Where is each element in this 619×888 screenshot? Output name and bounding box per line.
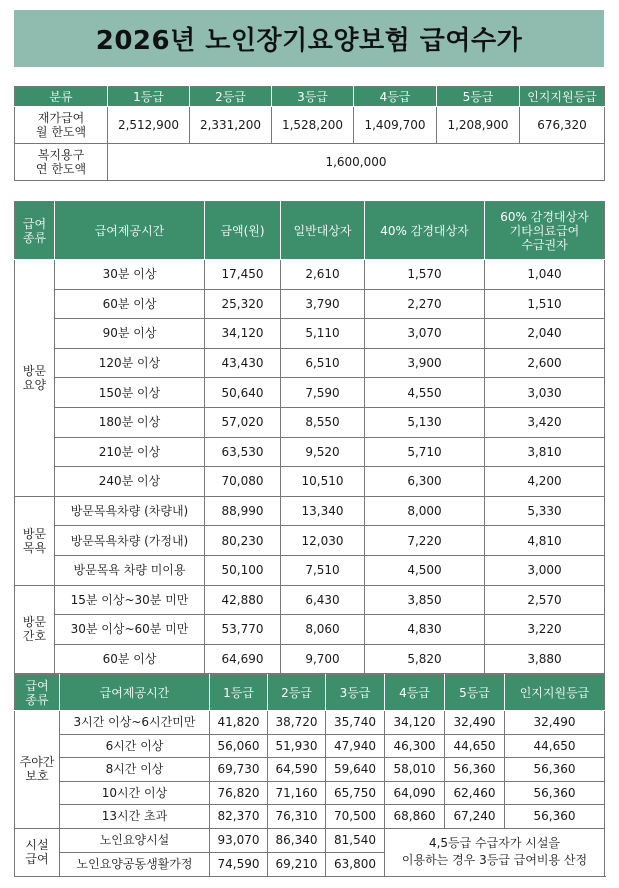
service-time-cell: 120분 이상 bbox=[55, 348, 205, 378]
service-time-cell: 방문목욕차량 (가정내) bbox=[55, 526, 205, 556]
home-limit-value: 2,331,200 bbox=[190, 107, 272, 144]
amount-cell: 56,360 bbox=[505, 805, 605, 829]
title-banner bbox=[14, 10, 604, 67]
grade-service-table bbox=[14, 674, 605, 877]
amount-cell: 4,810 bbox=[485, 526, 605, 556]
amount-cell: 10,510 bbox=[281, 467, 365, 497]
amount-cell: 1,570 bbox=[365, 260, 485, 290]
amount-cell: 2,600 bbox=[485, 348, 605, 378]
amount-cell: 82,370 bbox=[210, 805, 268, 829]
visit-row bbox=[15, 644, 605, 674]
visit-row bbox=[15, 615, 605, 645]
visit-header: 40% 감경대상자 bbox=[365, 202, 485, 260]
visit-header: 급여제공시간 bbox=[55, 202, 205, 260]
amount-cell: 64,090 bbox=[385, 781, 445, 805]
welfare-limit-label: 복지용구 연 한도액 bbox=[15, 144, 108, 181]
amount-cell: 59,640 bbox=[326, 758, 385, 782]
amount-cell: 3,880 bbox=[485, 644, 605, 674]
limits-header-row bbox=[15, 87, 605, 107]
amount-cell: 76,820 bbox=[210, 781, 268, 805]
amount-cell: 38,720 bbox=[268, 711, 326, 735]
amount-cell: 2,570 bbox=[485, 585, 605, 615]
limits-header: 3등급 bbox=[272, 87, 354, 107]
visit-header: 급여 종류 bbox=[15, 202, 55, 260]
service-time-cell: 90분 이상 bbox=[55, 319, 205, 349]
service-time-cell: 210분 이상 bbox=[55, 437, 205, 467]
grade-header: 5등급 bbox=[445, 675, 505, 711]
amount-cell: 2,040 bbox=[485, 319, 605, 349]
service-type-label: 주야간 보호 bbox=[15, 711, 60, 829]
visit-row bbox=[15, 585, 605, 615]
limits-table bbox=[14, 86, 605, 181]
amount-cell: 80,230 bbox=[205, 526, 281, 556]
home-limit-value: 1,528,200 bbox=[272, 107, 354, 144]
amount-cell: 5,820 bbox=[365, 644, 485, 674]
amount-cell: 5,110 bbox=[281, 319, 365, 349]
visit-row bbox=[15, 555, 605, 585]
amount-cell: 3,420 bbox=[485, 407, 605, 437]
amount-cell: 35,740 bbox=[326, 711, 385, 735]
amount-cell: 81,540 bbox=[326, 828, 385, 852]
home-limit-value: 676,320 bbox=[520, 107, 605, 144]
grade-header: 2등급 bbox=[268, 675, 326, 711]
home-limit-label: 재가급여 월 한도액 bbox=[15, 107, 108, 144]
amount-cell: 57,020 bbox=[205, 407, 281, 437]
service-time-cell: 8시간 이상 bbox=[60, 758, 210, 782]
service-time-cell: 240분 이상 bbox=[55, 467, 205, 497]
amount-cell: 70,080 bbox=[205, 467, 281, 497]
amount-cell: 8,550 bbox=[281, 407, 365, 437]
visit-row bbox=[15, 378, 605, 408]
amount-cell: 56,360 bbox=[505, 781, 605, 805]
amount-cell: 4,830 bbox=[365, 615, 485, 645]
daynight-row bbox=[15, 781, 605, 805]
amount-cell: 51,930 bbox=[268, 734, 326, 758]
amount-cell: 56,060 bbox=[210, 734, 268, 758]
amount-cell: 3,790 bbox=[281, 289, 365, 319]
amount-cell: 8,000 bbox=[365, 496, 485, 526]
amount-cell: 32,490 bbox=[445, 711, 505, 735]
home-limit-value: 1,409,700 bbox=[354, 107, 437, 144]
service-time-cell: 방문목욕 차량 미이용 bbox=[55, 555, 205, 585]
service-time-cell: 150분 이상 bbox=[55, 378, 205, 408]
service-time-cell: 10시간 이상 bbox=[60, 781, 210, 805]
amount-cell: 12,030 bbox=[281, 526, 365, 556]
daynight-row bbox=[15, 711, 605, 735]
amount-cell: 4,550 bbox=[365, 378, 485, 408]
service-time-cell: 180분 이상 bbox=[55, 407, 205, 437]
amount-cell: 5,330 bbox=[485, 496, 605, 526]
amount-cell: 69,210 bbox=[268, 852, 326, 876]
amount-cell: 3,810 bbox=[485, 437, 605, 467]
amount-cell: 3,000 bbox=[485, 555, 605, 585]
limits-header: 1등급 bbox=[108, 87, 190, 107]
amount-cell: 7,510 bbox=[281, 555, 365, 585]
amount-cell: 50,100 bbox=[205, 555, 281, 585]
visit-row bbox=[15, 437, 605, 467]
amount-cell: 64,590 bbox=[268, 758, 326, 782]
visit-header-row bbox=[15, 202, 605, 260]
amount-cell: 50,640 bbox=[205, 378, 281, 408]
amount-cell: 13,340 bbox=[281, 496, 365, 526]
amount-cell: 76,310 bbox=[268, 805, 326, 829]
amount-cell: 6,510 bbox=[281, 348, 365, 378]
amount-cell: 93,070 bbox=[210, 828, 268, 852]
amount-cell: 3,070 bbox=[365, 319, 485, 349]
amount-cell: 3,850 bbox=[365, 585, 485, 615]
visit-row bbox=[15, 319, 605, 349]
amount-cell: 9,700 bbox=[281, 644, 365, 674]
amount-cell: 56,360 bbox=[445, 758, 505, 782]
amount-cell: 56,360 bbox=[505, 758, 605, 782]
amount-cell: 47,940 bbox=[326, 734, 385, 758]
service-time-cell: 30분 이상~60분 미만 bbox=[55, 615, 205, 645]
amount-cell: 53,770 bbox=[205, 615, 281, 645]
amount-cell: 42,880 bbox=[205, 585, 281, 615]
amount-cell: 25,320 bbox=[205, 289, 281, 319]
service-type-label: 방문 간호 bbox=[15, 585, 55, 674]
service-time-cell: 3시간 이상~6시간미만 bbox=[60, 711, 210, 735]
grade-header-row bbox=[15, 675, 605, 711]
welfare-limit-value: 1,600,000 bbox=[108, 144, 605, 181]
amount-cell: 2,610 bbox=[281, 260, 365, 290]
service-time-cell: 60분 이상 bbox=[55, 289, 205, 319]
amount-cell: 71,160 bbox=[268, 781, 326, 805]
home-limit-value: 2,512,900 bbox=[108, 107, 190, 144]
service-type-label: 방문 목욕 bbox=[15, 496, 55, 585]
amount-cell: 1,510 bbox=[485, 289, 605, 319]
amount-cell: 64,690 bbox=[205, 644, 281, 674]
visit-header: 60% 감경대상자 기타의료급여 수급권자 bbox=[485, 202, 605, 260]
page-title: 2026년 노인장기요양보험 급여수가 bbox=[95, 26, 523, 56]
amount-cell: 69,730 bbox=[210, 758, 268, 782]
amount-cell: 17,450 bbox=[205, 260, 281, 290]
service-time-cell: 60분 이상 bbox=[55, 644, 205, 674]
amount-cell: 62,460 bbox=[445, 781, 505, 805]
amount-cell: 1,040 bbox=[485, 260, 605, 290]
visit-row bbox=[15, 467, 605, 497]
amount-cell: 68,860 bbox=[385, 805, 445, 829]
visit-service-table bbox=[14, 201, 605, 674]
amount-cell: 41,820 bbox=[210, 711, 268, 735]
amount-cell: 4,200 bbox=[485, 467, 605, 497]
amount-cell: 6,430 bbox=[281, 585, 365, 615]
amount-cell: 43,430 bbox=[205, 348, 281, 378]
amount-cell: 5,130 bbox=[365, 407, 485, 437]
daynight-row bbox=[15, 758, 605, 782]
amount-cell: 7,590 bbox=[281, 378, 365, 408]
amount-cell: 32,490 bbox=[505, 711, 605, 735]
amount-cell: 67,240 bbox=[445, 805, 505, 829]
grade-header: 3등급 bbox=[326, 675, 385, 711]
amount-cell: 34,120 bbox=[385, 711, 445, 735]
amount-cell: 63,530 bbox=[205, 437, 281, 467]
limits-header: 2등급 bbox=[190, 87, 272, 107]
grade-header: 급여 종류 bbox=[15, 675, 60, 711]
facility-note: 4,5등급 수급자가 시설을 이용하는 경우 3등급 급여비용 산정 bbox=[385, 828, 605, 876]
amount-cell: 46,300 bbox=[385, 734, 445, 758]
facility-row bbox=[15, 828, 605, 852]
amount-cell: 44,650 bbox=[505, 734, 605, 758]
daynight-row bbox=[15, 734, 605, 758]
grade-header: 1등급 bbox=[210, 675, 268, 711]
amount-cell: 58,010 bbox=[385, 758, 445, 782]
amount-cell: 88,990 bbox=[205, 496, 281, 526]
amount-cell: 70,500 bbox=[326, 805, 385, 829]
daynight-row bbox=[15, 805, 605, 829]
visit-header: 일반대상자 bbox=[281, 202, 365, 260]
visit-row bbox=[15, 496, 605, 526]
service-type-label: 시설 급여 bbox=[15, 828, 60, 876]
visit-row bbox=[15, 348, 605, 378]
amount-cell: 74,590 bbox=[210, 852, 268, 876]
service-time-cell: 30분 이상 bbox=[55, 260, 205, 290]
amount-cell: 6,300 bbox=[365, 467, 485, 497]
grade-header: 인지지원등급 bbox=[505, 675, 605, 711]
amount-cell: 5,710 bbox=[365, 437, 485, 467]
amount-cell: 65,750 bbox=[326, 781, 385, 805]
visit-row bbox=[15, 260, 605, 290]
amount-cell: 2,270 bbox=[365, 289, 485, 319]
amount-cell: 3,220 bbox=[485, 615, 605, 645]
visit-header: 금액(원) bbox=[205, 202, 281, 260]
visit-row bbox=[15, 526, 605, 556]
limits-header: 인지지원등급 bbox=[520, 87, 605, 107]
amount-cell: 63,800 bbox=[326, 852, 385, 876]
service-time-cell: 6시간 이상 bbox=[60, 734, 210, 758]
home-limit-value: 1,208,900 bbox=[437, 107, 520, 144]
amount-cell: 8,060 bbox=[281, 615, 365, 645]
amount-cell: 9,520 bbox=[281, 437, 365, 467]
amount-cell: 86,340 bbox=[268, 828, 326, 852]
service-time-cell: 노인요양공동생활가정 bbox=[60, 852, 210, 876]
home-limit-row bbox=[15, 107, 605, 144]
service-time-cell: 15분 이상~30분 미만 bbox=[55, 585, 205, 615]
amount-cell: 3,030 bbox=[485, 378, 605, 408]
service-time-cell: 방문목욕차량 (차량내) bbox=[55, 496, 205, 526]
visit-row bbox=[15, 289, 605, 319]
grade-header: 급여제공시간 bbox=[60, 675, 210, 711]
amount-cell: 44,650 bbox=[445, 734, 505, 758]
service-time-cell: 13시간 초과 bbox=[60, 805, 210, 829]
limits-header: 4등급 bbox=[354, 87, 437, 107]
amount-cell: 7,220 bbox=[365, 526, 485, 556]
visit-row bbox=[15, 407, 605, 437]
amount-cell: 34,120 bbox=[205, 319, 281, 349]
service-time-cell: 노인요양시설 bbox=[60, 828, 210, 852]
amount-cell: 4,500 bbox=[365, 555, 485, 585]
limits-header: 분류 bbox=[15, 87, 108, 107]
limits-header: 5등급 bbox=[437, 87, 520, 107]
amount-cell: 3,900 bbox=[365, 348, 485, 378]
grade-header: 4등급 bbox=[385, 675, 445, 711]
service-type-label: 방문 요양 bbox=[15, 260, 55, 497]
welfare-limit-row bbox=[15, 144, 605, 181]
